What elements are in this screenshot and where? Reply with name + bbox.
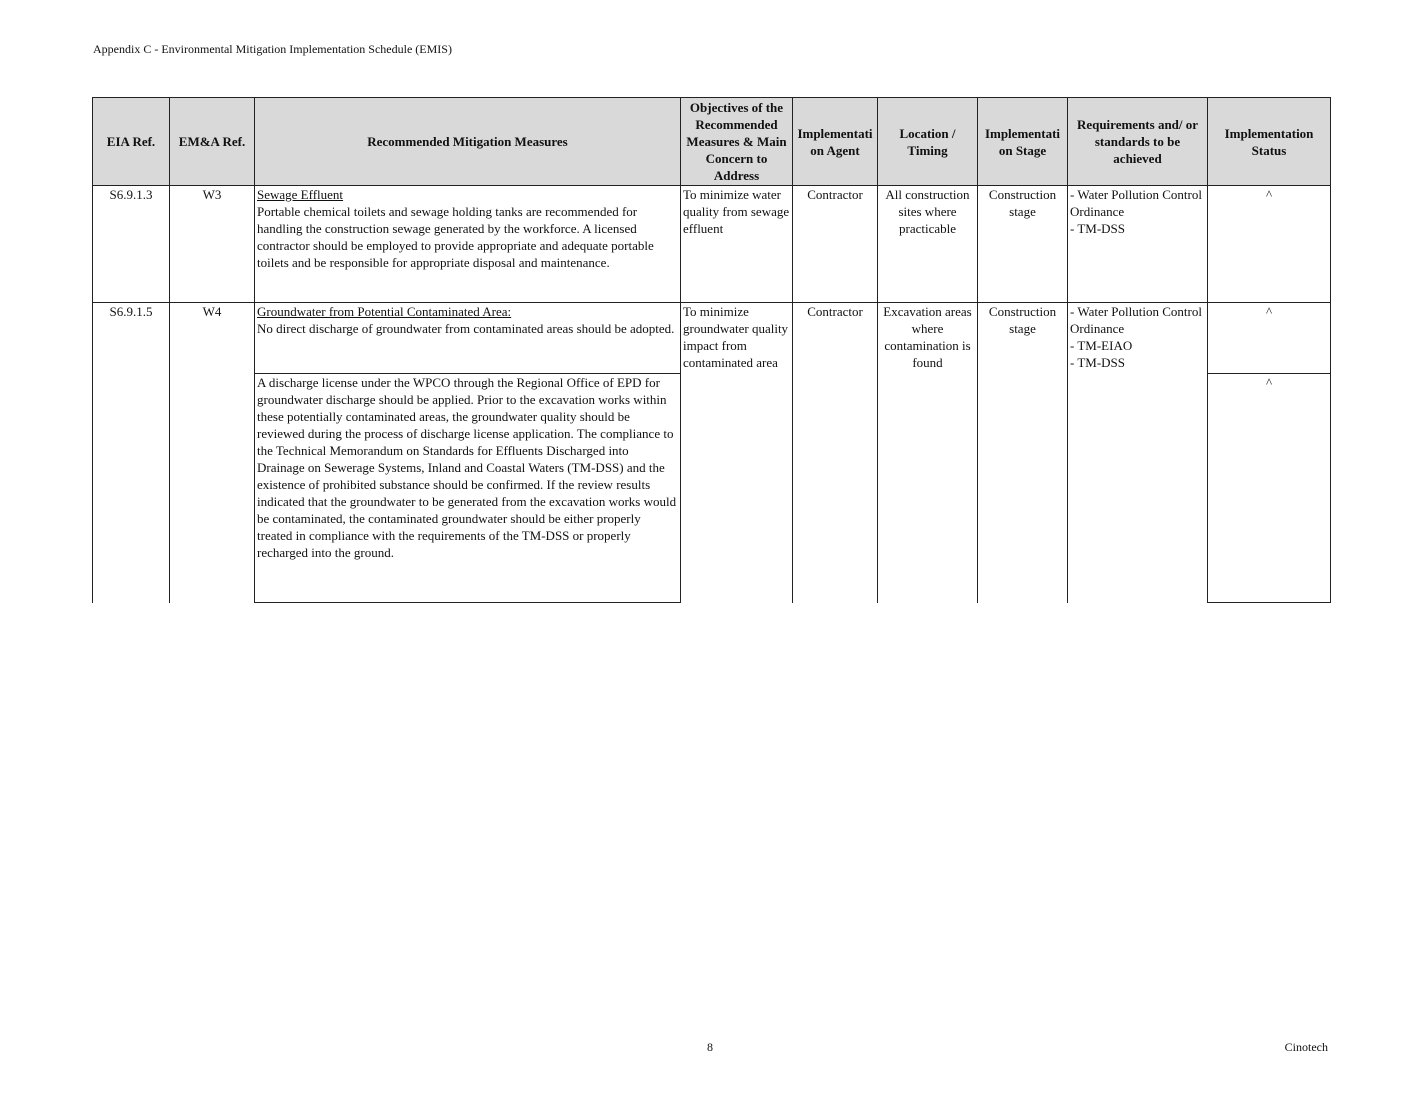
requirement-item: - TM-EIAO [1070,338,1133,353]
table-row [93,186,1331,303]
measure-text: Portable chemical toilets and sewage holding tanks are recommended for handling the construction sewage generated by the workforce. A licensed contractor should be employed to provide appropriate and adequate portable toilets and be responsible for appropriate disposal and maintenance. [257,204,654,270]
location-cell: Excavation areas where contamination is found [878,303,978,603]
status-cell-continued: ^ [1208,374,1331,603]
requirement-item: - Water Pollution Control Ordinance [1070,304,1202,336]
stage-cell: Construction stage [978,186,1068,303]
table-row [93,303,1331,374]
requirement-item: - TM-DSS [1070,221,1126,236]
col-header-eia-ref: EIA Ref. [93,98,170,186]
location-cell: All construction sites where practicable [878,186,978,303]
agent-cell: Contractor [793,186,878,303]
col-header-status: Implementation Status [1208,98,1331,186]
requirement-item: - TM-DSS [1070,355,1126,370]
footer-organization: Cinotech [1284,1040,1328,1054]
objective-cell: To minimize groundwater quality impact from contaminated area [681,303,793,603]
col-header-stage: Implementati on Stage [978,98,1068,186]
requirements-cell [1068,186,1208,303]
eia-ref-cell: S6.9.1.5 [93,303,170,603]
objective-cell: To minimize water quality from sewage effluent [681,186,793,303]
stage-cell: Construction stage [978,303,1068,603]
measure-title: Groundwater from Potential Contaminated Area: [257,304,512,319]
status-cell: ^ [1208,303,1331,374]
col-header-objectives: Objectives of the Recommended Measures & Main Concern to Address [681,98,793,186]
col-header-requirements: Requirements and/ or standards to be achieved [1068,98,1208,186]
ema-ref-cell: W3 [170,186,255,303]
agent-cell: Contractor [793,303,878,603]
requirements-cell [1068,303,1208,603]
col-header-ema-ref: EM&A Ref. [170,98,255,186]
measure-cell-continued: A discharge license under the WPCO through the Regional Office of EPD for groundwater discharge should be applied. Prior to the excavation works within these potentially contaminated areas, the groundwater quality should be reviewed during the process of discharge license application. The compliance to the Technical Memorandum on Standards for Effluents Discharged into Drainage on Sewerage Systems, Inland and Coastal Waters (TM-DSS) and the existence of prohibited substance should be confirmed. If the review results indicated that the groundwater to be generated from the excavation works would be contaminated, the contaminated groundwater should be either properly treated in compliance with the requirements of the TM-DSS or properly recharged into the ground. [255,374,681,603]
measure-cell [255,186,681,303]
emis-table [92,97,1331,603]
measure-title: Sewage Effluent [257,187,344,202]
measure-cell [255,303,681,374]
page-number: 8 [707,1040,713,1054]
requirement-item: - Water Pollution Control Ordinance [1070,187,1202,219]
eia-ref-cell: S6.9.1.3 [93,186,170,303]
page-header-title: Appendix C - Environmental Mitigation Implementation Schedule (EMIS) [93,42,452,56]
col-header-measures: Recommended Mitigation Measures [255,98,681,186]
table-header-row [93,98,1331,186]
col-header-agent: Implementati on Agent [793,98,878,186]
ema-ref-cell: W4 [170,303,255,603]
col-header-location: Location / Timing [878,98,978,186]
measure-text: No direct discharge of groundwater from contaminated areas should be adopted. [257,321,675,336]
status-cell: ^ [1208,186,1331,303]
